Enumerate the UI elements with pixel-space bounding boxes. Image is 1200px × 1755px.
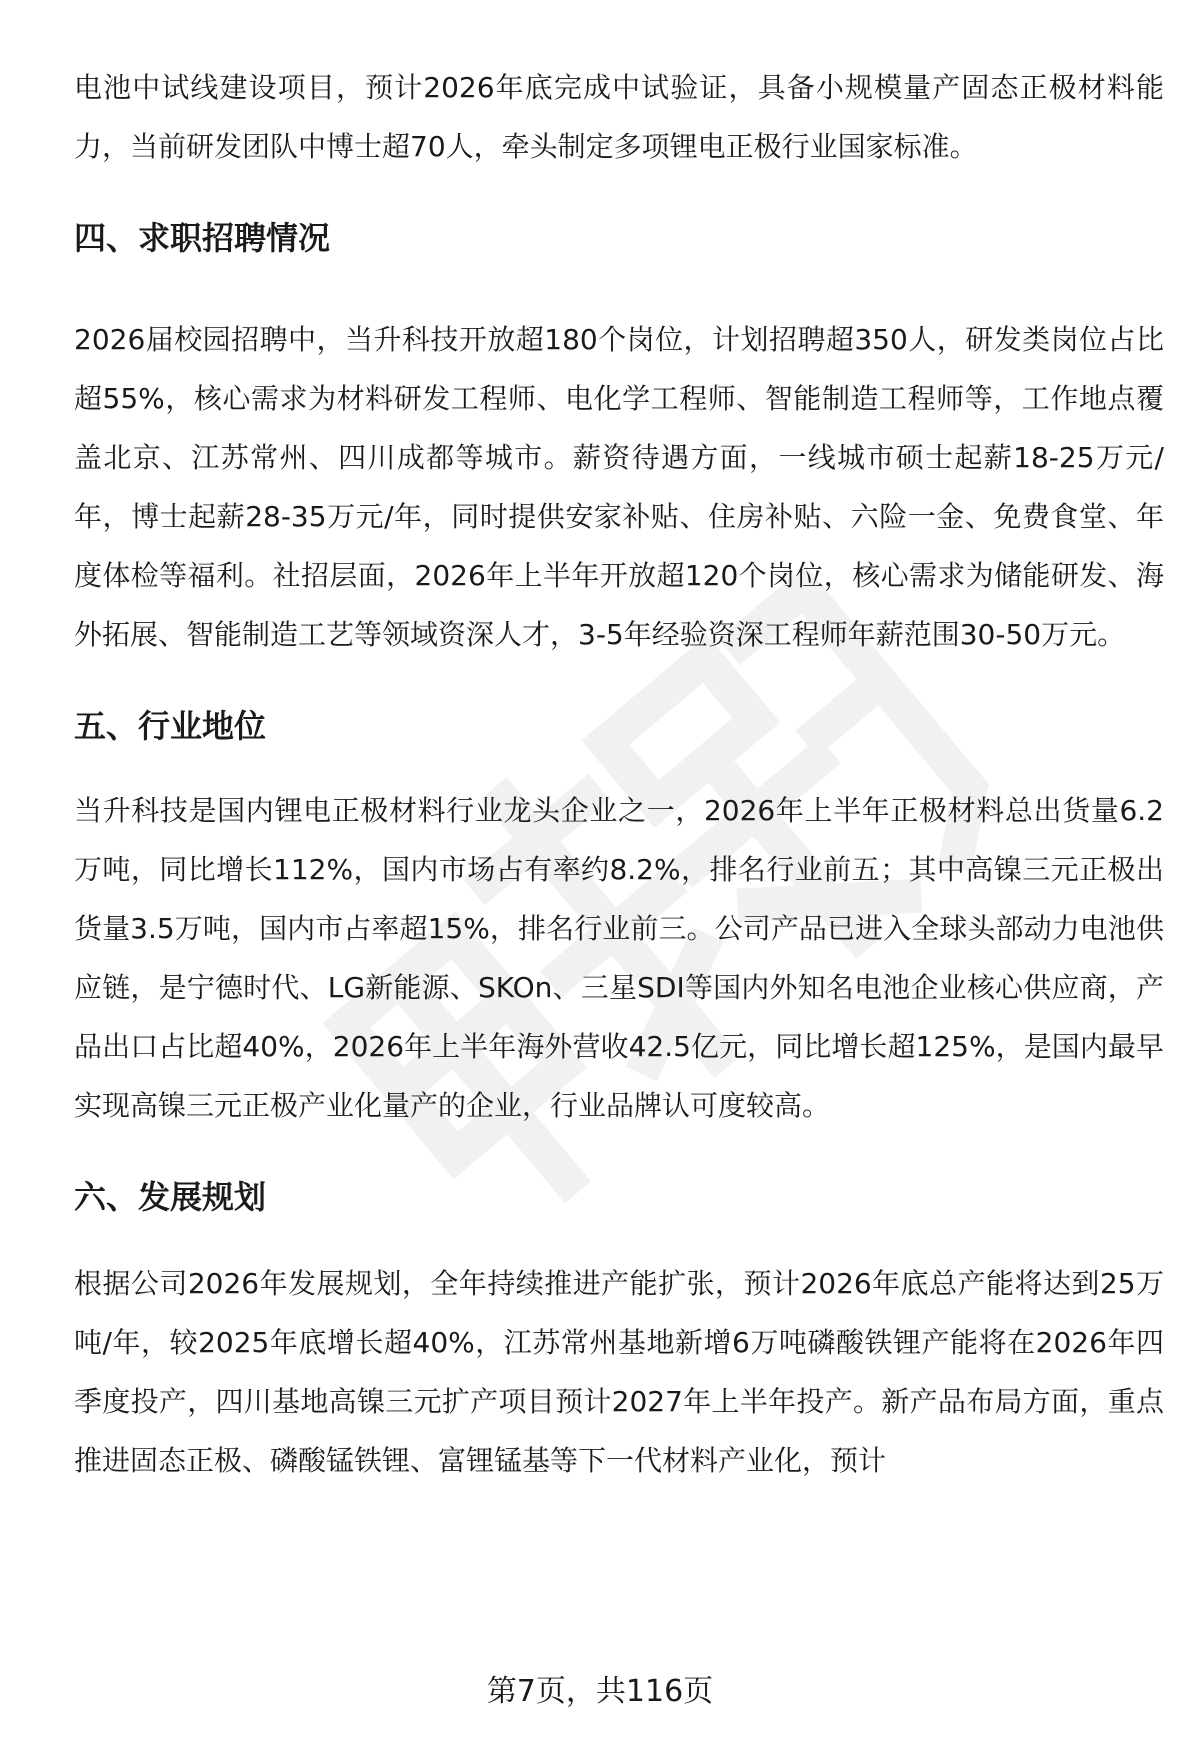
development-plan-paragraph: 根据公司2026年发展规划，全年持续推进产能扩张，预计2026年底总产能将达到25万吨/年，较2025年底增长超40%，江苏常州基地新增6万吨磷酸铁锂产能将在2026年四季度投产，四川基地高镍三元扩产项目预计2027年上半年投产。新产品布局方面，重点推进固态正极、磷酸锰铁锂、富锂锰基等下一代材料产业化，预计: [74, 1267, 1164, 1477]
recruitment-paragraph: 2026届校园招聘中，当升科技开放超180个岗位，计划招聘超350人，研发类岗位占比超55%，核心需求为材料研发工程师、电化学工程师、智能制造工程师等，工作地点覆盖北京、江苏常州、四川成都等城市。薪资待遇方面，一线城市硕士起薪18-25万元/年，博士起薪28-35万元/年，同时提供安家补贴、住房补贴、六险一金、免费食堂、年度体检等福利。社招层面，2026年上半年开放超120个岗位，核心需求为储能研发、海外拓展、智能制造工艺等领域资深人才，3-5年经验资深工程师年薪范围30-50万元。: [74, 323, 1164, 651]
development-plan-heading: 六、发展规划: [74, 1178, 267, 1216]
industry-position-paragraph: 当升科技是国内锂电正极材料行业龙头企业之一，2026年上半年正极材料总出货量6.2万吨，同比增长112%，国内市场占有率约8.2%，排名行业前五；其中高镍三元正极出货量3.5万吨，国内市占率超15%，排名行业前三。公司产品已进入全球头部动力电池供应链，是宁德时代、LG新能源、SKOn、三星SDI等国内外知名电池企业核心供应商，产品出口占比超40%，2026年上半年海外营收42.5亿元，同比增长超125%，是国内最早实现高镍三元正极产业化量产的企业，行业品牌认可度较高。: [74, 794, 1164, 1122]
industry-position-heading: 五、行业地位: [74, 707, 267, 745]
page-number-footer: 第7页，共116页: [486, 1674, 714, 1709]
intro-paragraph: 电池中试线建设项目，预计2026年底完成中试验证，具备小规模量产固态正极材料能力，当前研发团队中博士超70人，牵头制定多项锂电正极行业国家标准。: [74, 71, 1164, 163]
document-content: [74, 58, 1164, 1490]
recruitment-heading: 四、求职招聘情况: [74, 219, 331, 257]
